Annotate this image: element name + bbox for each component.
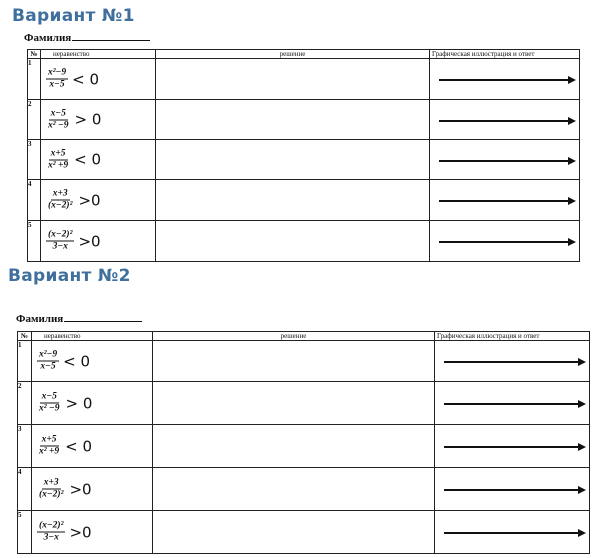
fraction — [46, 108, 70, 131]
number-line-arrow-icon — [444, 532, 584, 534]
fraction-denominator: x−5 — [40, 361, 56, 372]
solution-cell[interactable] — [153, 341, 435, 382]
header-inequality: неравенство — [32, 332, 153, 341]
surname-label: Фамилия — [24, 32, 72, 44]
inequality-cell — [32, 341, 153, 382]
header-number: № — [28, 50, 41, 59]
header-graph: Графическая иллюстрация и ответ — [435, 332, 590, 341]
table-header-row — [18, 332, 590, 341]
fraction-denominator: (x−2)² — [39, 489, 64, 500]
fraction-denominator: x² −9 — [39, 403, 60, 414]
number-line-arrow-icon — [444, 489, 584, 491]
graph-cell[interactable] — [435, 468, 590, 511]
graph-cell[interactable] — [435, 425, 590, 468]
variant-2-table — [17, 331, 590, 554]
graph-cell[interactable] — [430, 180, 580, 221]
inequality-cell — [41, 180, 156, 221]
solution-cell[interactable] — [153, 511, 435, 554]
inequality-cell — [32, 382, 153, 425]
row-number: 5 — [18, 511, 32, 554]
number-line-arrow-icon — [439, 120, 574, 122]
row-number: 4 — [18, 468, 32, 511]
fraction-numerator: x−5 — [50, 108, 66, 118]
variant-2-title: Вариант №2 — [8, 266, 131, 286]
fraction-denominator: (x−2)² — [48, 200, 73, 211]
fraction — [46, 68, 68, 91]
inequality-cell — [41, 59, 156, 100]
solution-cell[interactable] — [156, 100, 430, 140]
variant-1-title: Вариант №1 — [12, 6, 135, 26]
row-number: 2 — [18, 382, 32, 425]
table-header-row — [28, 50, 580, 59]
table-row — [28, 180, 580, 221]
row-number: 4 — [28, 180, 41, 221]
fraction — [46, 230, 74, 253]
fraction-numerator: x²−9 — [48, 67, 67, 78]
number-line-arrow-icon — [439, 241, 574, 243]
inequality-relation: < 0 — [63, 352, 90, 370]
inequality-relation: >0 — [69, 523, 92, 541]
row-number: 3 — [28, 140, 41, 180]
surname-label: Фамилия — [16, 313, 64, 325]
fraction-denominator: 3−x — [52, 241, 68, 252]
number-line-arrow-icon — [444, 361, 584, 363]
variant-1-table — [27, 49, 580, 262]
fraction-numerator: x+5 — [50, 148, 66, 158]
number-line-arrow-icon — [444, 446, 584, 448]
fraction-numerator: x+3 — [43, 477, 59, 488]
inequality-relation: >0 — [78, 191, 101, 209]
row-number: 2 — [28, 100, 41, 140]
inequality-relation: < 0 — [74, 150, 102, 169]
table-row — [28, 140, 580, 180]
table-row — [28, 100, 580, 140]
fraction-denominator: x−5 — [49, 79, 65, 90]
fraction-numerator: x+5 — [41, 434, 57, 445]
graph-cell[interactable] — [435, 382, 590, 425]
inequality-relation: >0 — [78, 232, 101, 250]
solution-cell[interactable] — [156, 221, 430, 262]
row-number: 5 — [28, 221, 41, 262]
fraction-denominator: x² +9 — [39, 446, 60, 457]
fraction-numerator: (x−2)² — [48, 229, 73, 240]
fraction — [46, 148, 70, 171]
number-line-arrow-icon — [444, 403, 584, 405]
fraction — [46, 189, 74, 212]
inequality-relation: < 0 — [65, 437, 93, 455]
row-number: 1 — [18, 341, 32, 382]
solution-cell[interactable] — [156, 180, 430, 221]
header-solution: решение — [153, 332, 435, 341]
fraction-numerator: x−5 — [41, 391, 57, 402]
fraction-denominator: x² +9 — [48, 160, 69, 170]
fraction-denominator: 3−x — [43, 532, 59, 543]
inequality-relation: > 0 — [74, 110, 102, 129]
variant-1-surname-field[interactable] — [24, 31, 150, 44]
row-number: 3 — [18, 425, 32, 468]
table-row — [28, 59, 580, 100]
fraction-numerator: x²−9 — [39, 349, 58, 360]
table-row — [28, 221, 580, 262]
surname-blank-line[interactable] — [72, 31, 150, 41]
solution-cell[interactable] — [153, 468, 435, 511]
header-inequality: неравенство — [41, 50, 156, 59]
fraction — [37, 478, 65, 501]
solution-cell[interactable] — [153, 425, 435, 468]
inequality-cell — [32, 511, 153, 554]
solution-cell[interactable] — [156, 140, 430, 180]
graph-cell[interactable] — [430, 140, 580, 180]
inequality-cell — [41, 221, 156, 262]
header-graph: Графическая иллюстрация и ответ — [430, 50, 580, 59]
fraction — [37, 435, 61, 458]
inequality-relation: >0 — [69, 480, 92, 498]
number-line-arrow-icon — [439, 79, 574, 81]
inequality-cell — [32, 425, 153, 468]
fraction — [37, 521, 65, 544]
table-row — [18, 382, 590, 425]
surname-blank-line[interactable] — [64, 312, 142, 322]
fraction — [37, 392, 61, 415]
table-row — [18, 341, 590, 382]
table-row — [18, 425, 590, 468]
number-line-arrow-icon — [439, 200, 574, 202]
graph-cell[interactable] — [430, 100, 580, 140]
table-row — [18, 511, 590, 554]
fraction-numerator: x+3 — [52, 188, 68, 199]
fraction-denominator: x² −9 — [48, 120, 69, 130]
inequality-cell — [32, 468, 153, 511]
inequality-cell — [41, 140, 156, 180]
number-line-arrow-icon — [439, 160, 574, 162]
table-row — [18, 468, 590, 511]
graph-cell[interactable] — [430, 221, 580, 262]
header-number: № — [18, 332, 32, 341]
variant-2-surname-field[interactable] — [16, 312, 142, 325]
fraction — [37, 350, 59, 373]
graph-cell[interactable] — [435, 511, 590, 554]
graph-cell[interactable] — [430, 59, 580, 100]
solution-cell[interactable] — [153, 382, 435, 425]
header-solution: решение — [156, 50, 430, 59]
inequality-relation: < 0 — [72, 70, 99, 88]
solution-cell[interactable] — [156, 59, 430, 100]
inequality-cell — [41, 100, 156, 140]
row-number: 1 — [28, 59, 41, 100]
graph-cell[interactable] — [435, 341, 590, 382]
inequality-relation: > 0 — [65, 394, 93, 412]
fraction-numerator: (x−2)² — [39, 520, 64, 531]
